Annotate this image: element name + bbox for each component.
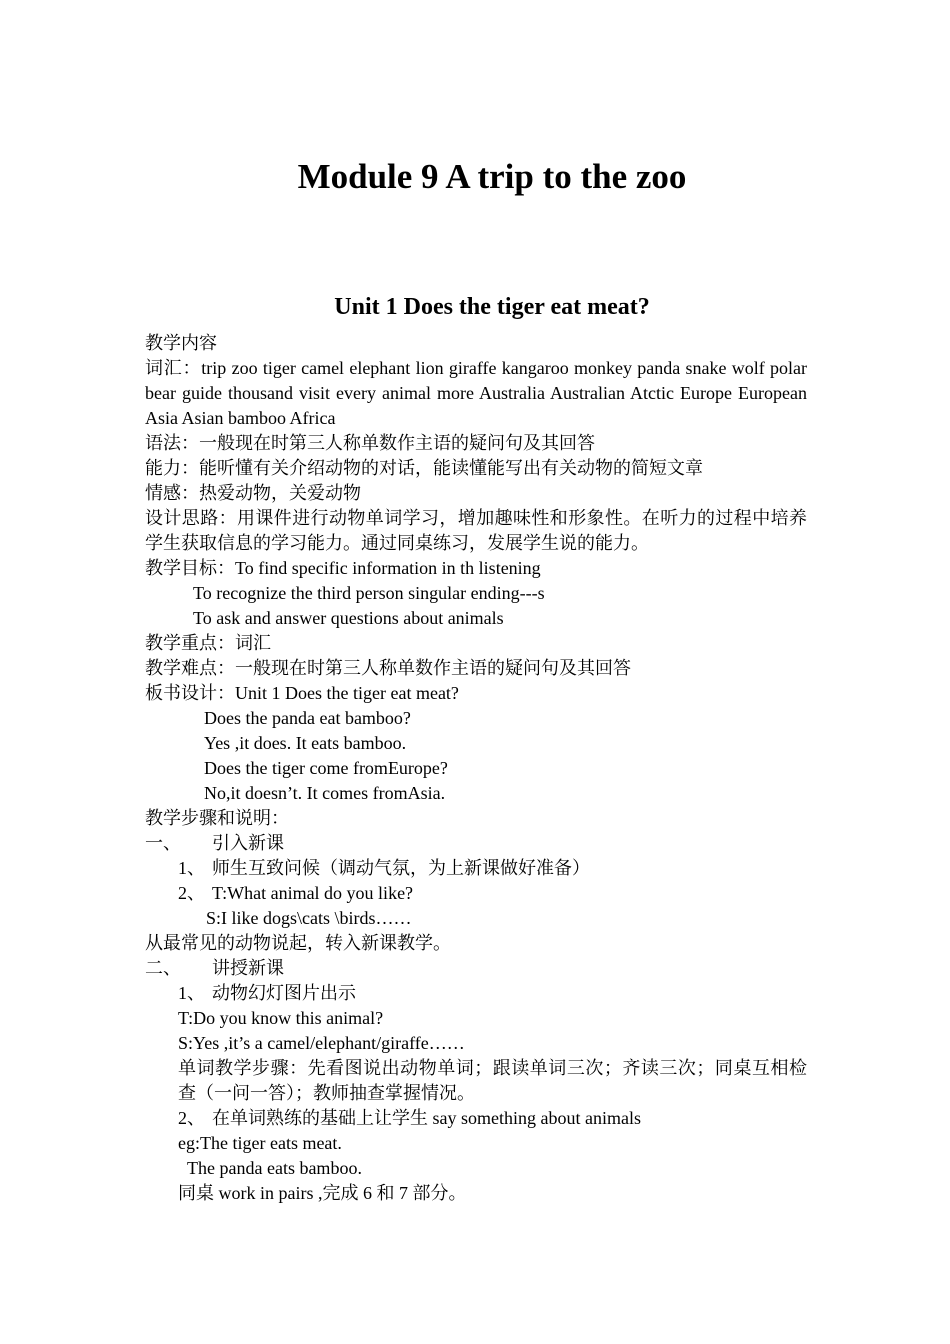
- item-number: 2、: [178, 1108, 205, 1128]
- item-number: 1、: [178, 858, 205, 878]
- pairs-line: 同桌 work in pairs ,完成 6 和 7 部分。: [178, 1183, 467, 1203]
- section-heading: [145, 956, 807, 981]
- item-text: 在单词熟练的基础上让学生 say something about animals: [212, 1108, 641, 1128]
- unit-title: Unit 1 Does the tiger eat meat?: [334, 294, 650, 320]
- note-line: 从最常见的动物说起，转入新课教学。: [145, 933, 451, 953]
- section-title: 引入新课: [212, 833, 284, 853]
- board-line: Yes ,it does. It eats bamboo.: [204, 733, 407, 753]
- section-number: 二、: [145, 958, 181, 978]
- item-text: T:What animal do you like?: [212, 883, 414, 903]
- emotion-line: 情感：热爱动物，关爱动物: [145, 483, 361, 503]
- content-heading: 教学内容: [145, 333, 217, 353]
- dialogue-line: T:Do you know this animal?: [178, 1008, 384, 1028]
- steps-heading: 教学步骤和说明：: [145, 808, 289, 828]
- list-item: [145, 856, 807, 881]
- list-item: [145, 1106, 807, 1131]
- item-text: 动物幻灯图片出示: [212, 983, 356, 1003]
- module-title: Module 9 A trip to the zoo: [297, 157, 687, 196]
- reply-line: S:I like dogs\cats \birds……: [206, 908, 412, 928]
- key-point-line: 教学重点：词汇: [145, 633, 271, 653]
- section-heading: [145, 831, 807, 856]
- board-line: Does the tiger come fromEurope?: [204, 758, 448, 778]
- section-number: 一、: [145, 833, 181, 853]
- ability-line: 能力：能听懂有关介绍动物的对话，能读懂能写出有关动物的简短文章: [145, 458, 703, 478]
- steps-paragraph: 单词教学步骤：先看图说出动物单词；跟读单词三次；齐读三次；同桌互相检查（一问一答）；教师抽查掌握情况。: [178, 1058, 807, 1103]
- section-title: 讲授新课: [212, 958, 284, 978]
- board-line: Does the panda eat bamboo?: [204, 708, 411, 728]
- list-item: [145, 981, 807, 1006]
- example-line: eg:The tiger eats meat.: [178, 1133, 342, 1153]
- example-line: The panda eats bamboo.: [187, 1158, 362, 1178]
- grammar-line: 语法：一般现在时第三人称单数作主语的疑问句及其回答: [145, 433, 595, 453]
- lesson-body: [145, 331, 807, 1206]
- dialogue-line: S:Yes ,it’s a camel/elephant/giraffe……: [178, 1033, 465, 1053]
- board-line: 板书设计：Unit 1 Does the tiger eat meat?: [145, 683, 459, 703]
- difficulty-line: 教学难点：一般现在时第三人称单数作主语的疑问句及其回答: [145, 658, 631, 678]
- goal-line: To ask and answer questions about animals: [193, 608, 504, 628]
- vocabulary-paragraph: 词汇：trip zoo tiger camel elephant lion giraffe kangaroo monkey panda snake wolf polar bear guide thousand visit every animal more Australia Australian Atctic Europe European Asia Asian bamboo Africa: [145, 358, 807, 428]
- list-item: [145, 881, 807, 906]
- board-line: No,it doesn’t. It comes fromAsia.: [204, 783, 446, 803]
- goal-line: To recognize the third person singular ending---s: [193, 583, 545, 603]
- item-number: 1、: [178, 983, 205, 1003]
- design-paragraph: 设计思路：用课件进行动物单词学习，增加趣味性和形象性。在听力的过程中培养学生获取信息的学习能力。通过同桌练习，发展学生说的能力。: [145, 508, 807, 553]
- item-text: 师生互致问候（调动气氛，为上新课做好准备）: [212, 858, 590, 878]
- item-number: 2、: [178, 883, 205, 903]
- goal-line: 教学目标：To find specific information in th listening: [145, 558, 541, 578]
